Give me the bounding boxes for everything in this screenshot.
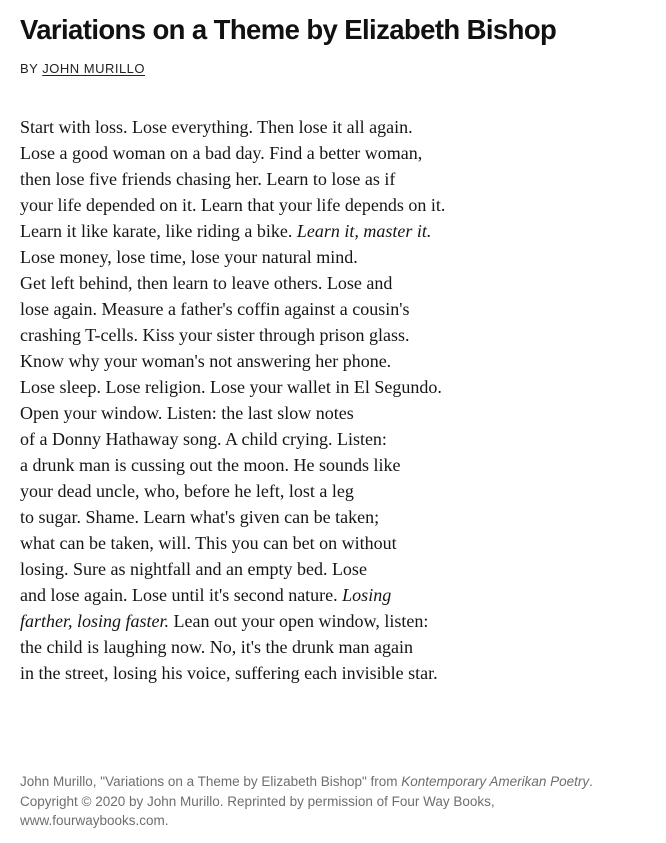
credit-line [20,792,640,812]
text-segment: Learn it like karate, like riding a bike. [20,221,297,241]
by-label: BY [20,61,39,76]
poem-line [20,582,445,608]
text-segment: Start with loss. Lose everything. Then lose it all again. [20,117,413,137]
copyright-credit [20,772,640,831]
byline [20,61,145,76]
text-segment: then lose five friends chasing her. Learn to lose as if [20,169,396,189]
poem-line [20,348,445,374]
poem-line [20,270,445,296]
text-segment: your life depended on it. Learn that your life depends on it. [20,195,446,215]
italic-text: Learn it, master it. [296,221,432,241]
credit-line [20,811,640,831]
poem-line [20,166,445,192]
text-segment: a drunk man is cussing out the moon. He sounds like [20,455,401,475]
poem-line [20,660,445,686]
text-segment: what can be taken, will. This you can bet on without [20,533,397,553]
text-segment: Lean out your open window, listen: [169,611,429,631]
text-segment: in the street, losing his voice, suffering each invisible star. [20,663,438,683]
text-segment: Lose sleep. Lose religion. Lose your wallet in El Segundo. [20,377,442,397]
text-segment: Copyright © 2020 by John Murillo. Reprinted by permission of Four Way Books, [20,793,495,809]
text-segment: . [589,774,593,789]
text-segment: crashing T-cells. Kiss your sister through prison glass. [20,325,410,345]
poem-line [20,296,445,322]
italic-text: Kontemporary Amerikan Poetry [401,774,590,789]
poem-line [20,556,445,582]
text-segment: Open your window. Listen: the last slow notes [20,403,354,423]
poem-line [20,374,445,400]
poem-line [20,140,445,166]
text-segment: and lose again. Lose until it's second nature. [20,585,343,605]
text-segment: your dead uncle, who, before he left, lost a leg [20,481,354,501]
italic-text: farther, losing faster. [20,611,170,631]
poem-line [20,478,445,504]
text-segment: Lose money, lose time, lose your natural mind. [20,247,358,267]
publisher-link[interactable]: www.fourwaybooks.com. [20,813,169,828]
text-segment: John Murillo, "Variations on a Theme by Elizabeth Bishop" from [20,774,402,789]
text-segment: the child is laughing now. No, it's the drunk man again [20,637,414,657]
text-segment: lose again. Measure a father's coffin against a cousin's [20,299,410,319]
text-segment: Know why your woman's not answering her phone. [20,351,392,371]
credit-line [20,772,640,792]
author-link[interactable]: JOHN MURILLO [42,61,146,76]
text-segment: to sugar. Shame. Learn what's given can be taken; [20,507,380,527]
poem-line [20,504,445,530]
poem-line [20,530,445,556]
italic-text: Losing [342,585,392,605]
poem-title: Variations on a Theme by Elizabeth Bishop [20,14,557,45]
poem-line [20,634,445,660]
poem-line [20,426,445,452]
text-segment: Get left behind, then learn to leave others. Lose and [20,273,393,293]
poem-line [20,192,445,218]
text-segment: Lose a good woman on a bad day. Find a better woman, [20,143,423,163]
poem-line [20,400,445,426]
poem-line [20,452,445,478]
poem-line [20,114,445,140]
poem-line [20,218,445,244]
poem-line [20,608,445,634]
text-segment: losing. Sure as nightfall and an empty bed. Lose [20,559,367,579]
poem-body [20,114,445,686]
poem-line [20,244,445,270]
poem-line [20,322,445,348]
text-segment: of a Donny Hathaway song. A child crying. Listen: [20,429,387,449]
